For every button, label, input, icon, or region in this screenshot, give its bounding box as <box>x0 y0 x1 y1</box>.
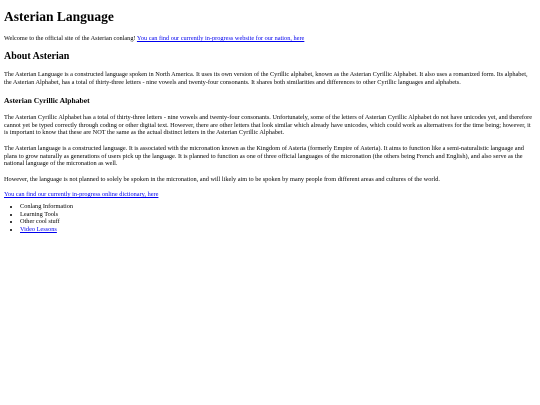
list-item-other-cool-stuff: • Other cool stuff <box>20 218 536 226</box>
nation-website-link[interactable]: You can find our currently in-progress website for our nation, here <box>136 35 305 42</box>
video-lessons-link[interactable]: Video Lessons <box>20 225 57 233</box>
list-item-video-lessons <box>20 226 536 234</box>
list-item-conlang-information: • Conlang Information <box>20 203 536 211</box>
cyrillic-paragraph-2: The Asterian language is a constructed language. It is associated with the micronation known as the Kingdom of Asteria (formerly Empire of Asteria). It aims to function like a semi-naturalistic language and plans to grow naturally as generations of users pick up the language. It is planned to function as one of three official languages of the micronation (the others being French and English), and also serve as the national language of the micronation as well. <box>4 144 524 168</box>
list-item-learning-tools: • Learning Tools <box>20 211 536 219</box>
welcome-line <box>4 35 536 43</box>
about-paragraph: The Asterian Language is a constructed language spoken in North America. It uses its own version of the Cyrillic alphabet, known as the Asterian Cyrillic Alphabet. It also uses a romanized form. Its alphabet, the Asterian Alphabet, has a total of thirty-three letters - nine vowels and twenty-four consonants. It shares both similarities and differences to other Cyrillic languages and alphabets. <box>4 71 528 86</box>
page-title: Asterian Language <box>4 9 114 24</box>
welcome-text: Welcome to the official site of the Asterian conlang! <box>4 35 136 42</box>
nav-list <box>4 203 536 233</box>
dictionary-link[interactable]: You can find our currently in-progress online dictionary, here <box>4 191 159 199</box>
dictionary-line <box>4 191 536 199</box>
cyrillic-heading: Asterian Cyrillic Alphabet <box>4 96 90 106</box>
about-heading: About Asterian <box>4 51 70 62</box>
cyrillic-paragraph-1: The Asterian Cyrillic Alphabet has a total of thirty-three letters - nine vowels and twenty-four consonants. Unfortunately, some of the letters of Asterian Cyrillic Alphabet do not have unicodes yet, and therefore cannot yet be typed correctly through coding or other digital text. However, there are other letters that look similar which already have unicodes, which could work as alternatives for the time being; however, it is important to know that these are NOT the same as the actual distinct letters in the Asterian Cyrillic Alphabet. <box>4 114 533 137</box>
cyrillic-paragraph-3: However, the language is not planned to solely be spoken in the micronation, and will likely aim to be spoken by many people from different areas and cultures of the world. <box>4 175 440 183</box>
